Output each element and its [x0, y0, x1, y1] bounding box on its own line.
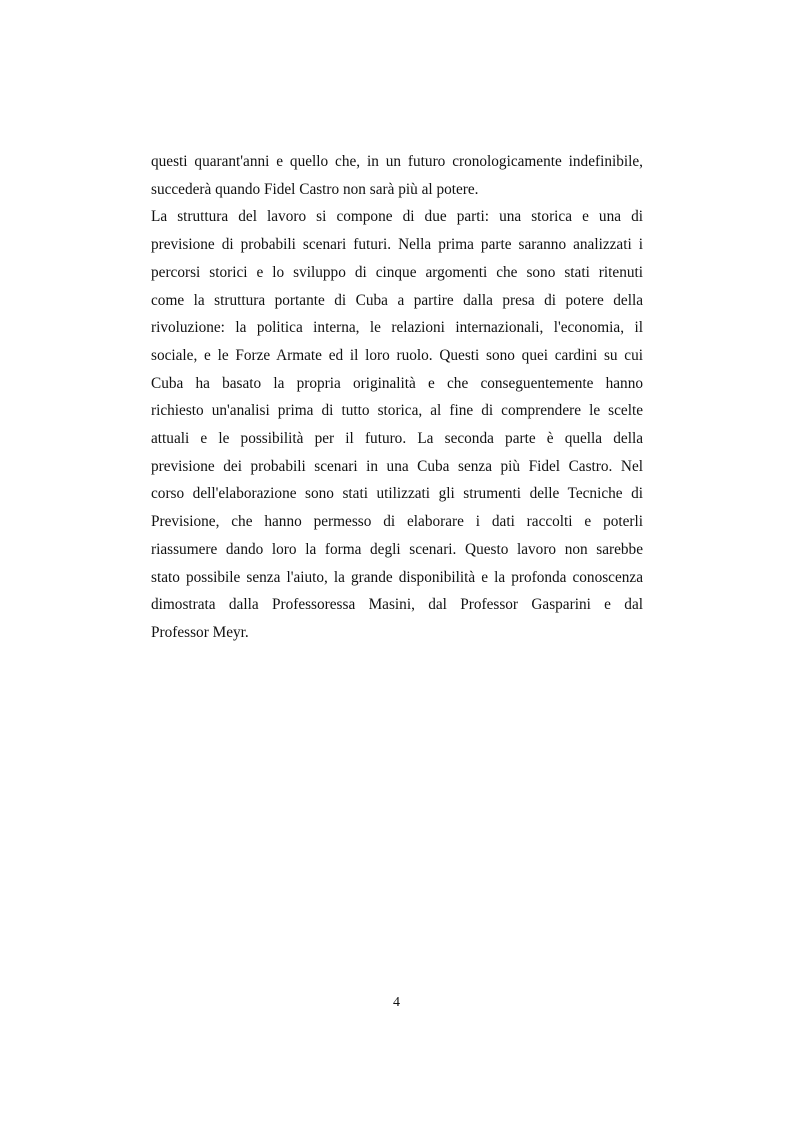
- text-line: succederà quando Fidel Castro non sarà più al potere.: [151, 180, 479, 198]
- text-line: attuali e le possibilità per il futuro. La seconda parte è quella della: [151, 430, 643, 448]
- text-line: previsione di probabili scenari futuri. Nella prima parte saranno analizzati i: [151, 236, 643, 254]
- text-line: percorsi storici e lo sviluppo di cinque argomenti che sono stati ritenuti: [151, 263, 643, 281]
- text-line: Professor Meyr.: [151, 623, 249, 641]
- text-line: previsione dei probabili scenari in una Cuba senza più Fidel Castro. Nel: [151, 457, 643, 475]
- text-line: La struttura del lavoro si compone di due parti: una storica e una di: [151, 208, 643, 226]
- body-text: [151, 148, 643, 647]
- text-line: Previsione, che hanno permesso di elaborare i dati raccolti e poterli: [151, 513, 643, 531]
- page-number: 4: [393, 995, 400, 1010]
- text-line: questi quarant'anni e quello che, in un futuro cronologicamente indefinibile,: [151, 153, 643, 170]
- text-line: stato possibile senza l'aiuto, la grande disponibilità e la profonda conoscenza: [151, 568, 643, 586]
- text-line: richiesto un'analisi prima di tutto storica, al fine di comprendere le scelte: [151, 402, 643, 420]
- text-line: come la struttura portante di Cuba a partire dalla presa di potere della: [151, 291, 643, 309]
- text-line: riassumere dando loro la forma degli scenari. Questo lavoro non sarebbe: [151, 540, 643, 558]
- text-line: sociale, e le Forze Armate ed il loro ruolo. Questi sono quei cardini su cui: [151, 346, 643, 364]
- text-line: dimostrata dalla Professoressa Masini, dal Professor Gasparini e dal: [151, 596, 643, 614]
- text-line: rivoluzione: la politica interna, le relazioni internazionali, l'economia, il: [151, 319, 643, 337]
- text-line: corso dell'elaborazione sono stati utilizzati gli strumenti delle Tecniche di: [151, 485, 643, 503]
- text-line: Cuba ha basato la propria originalità e che conseguentemente hanno: [151, 374, 643, 392]
